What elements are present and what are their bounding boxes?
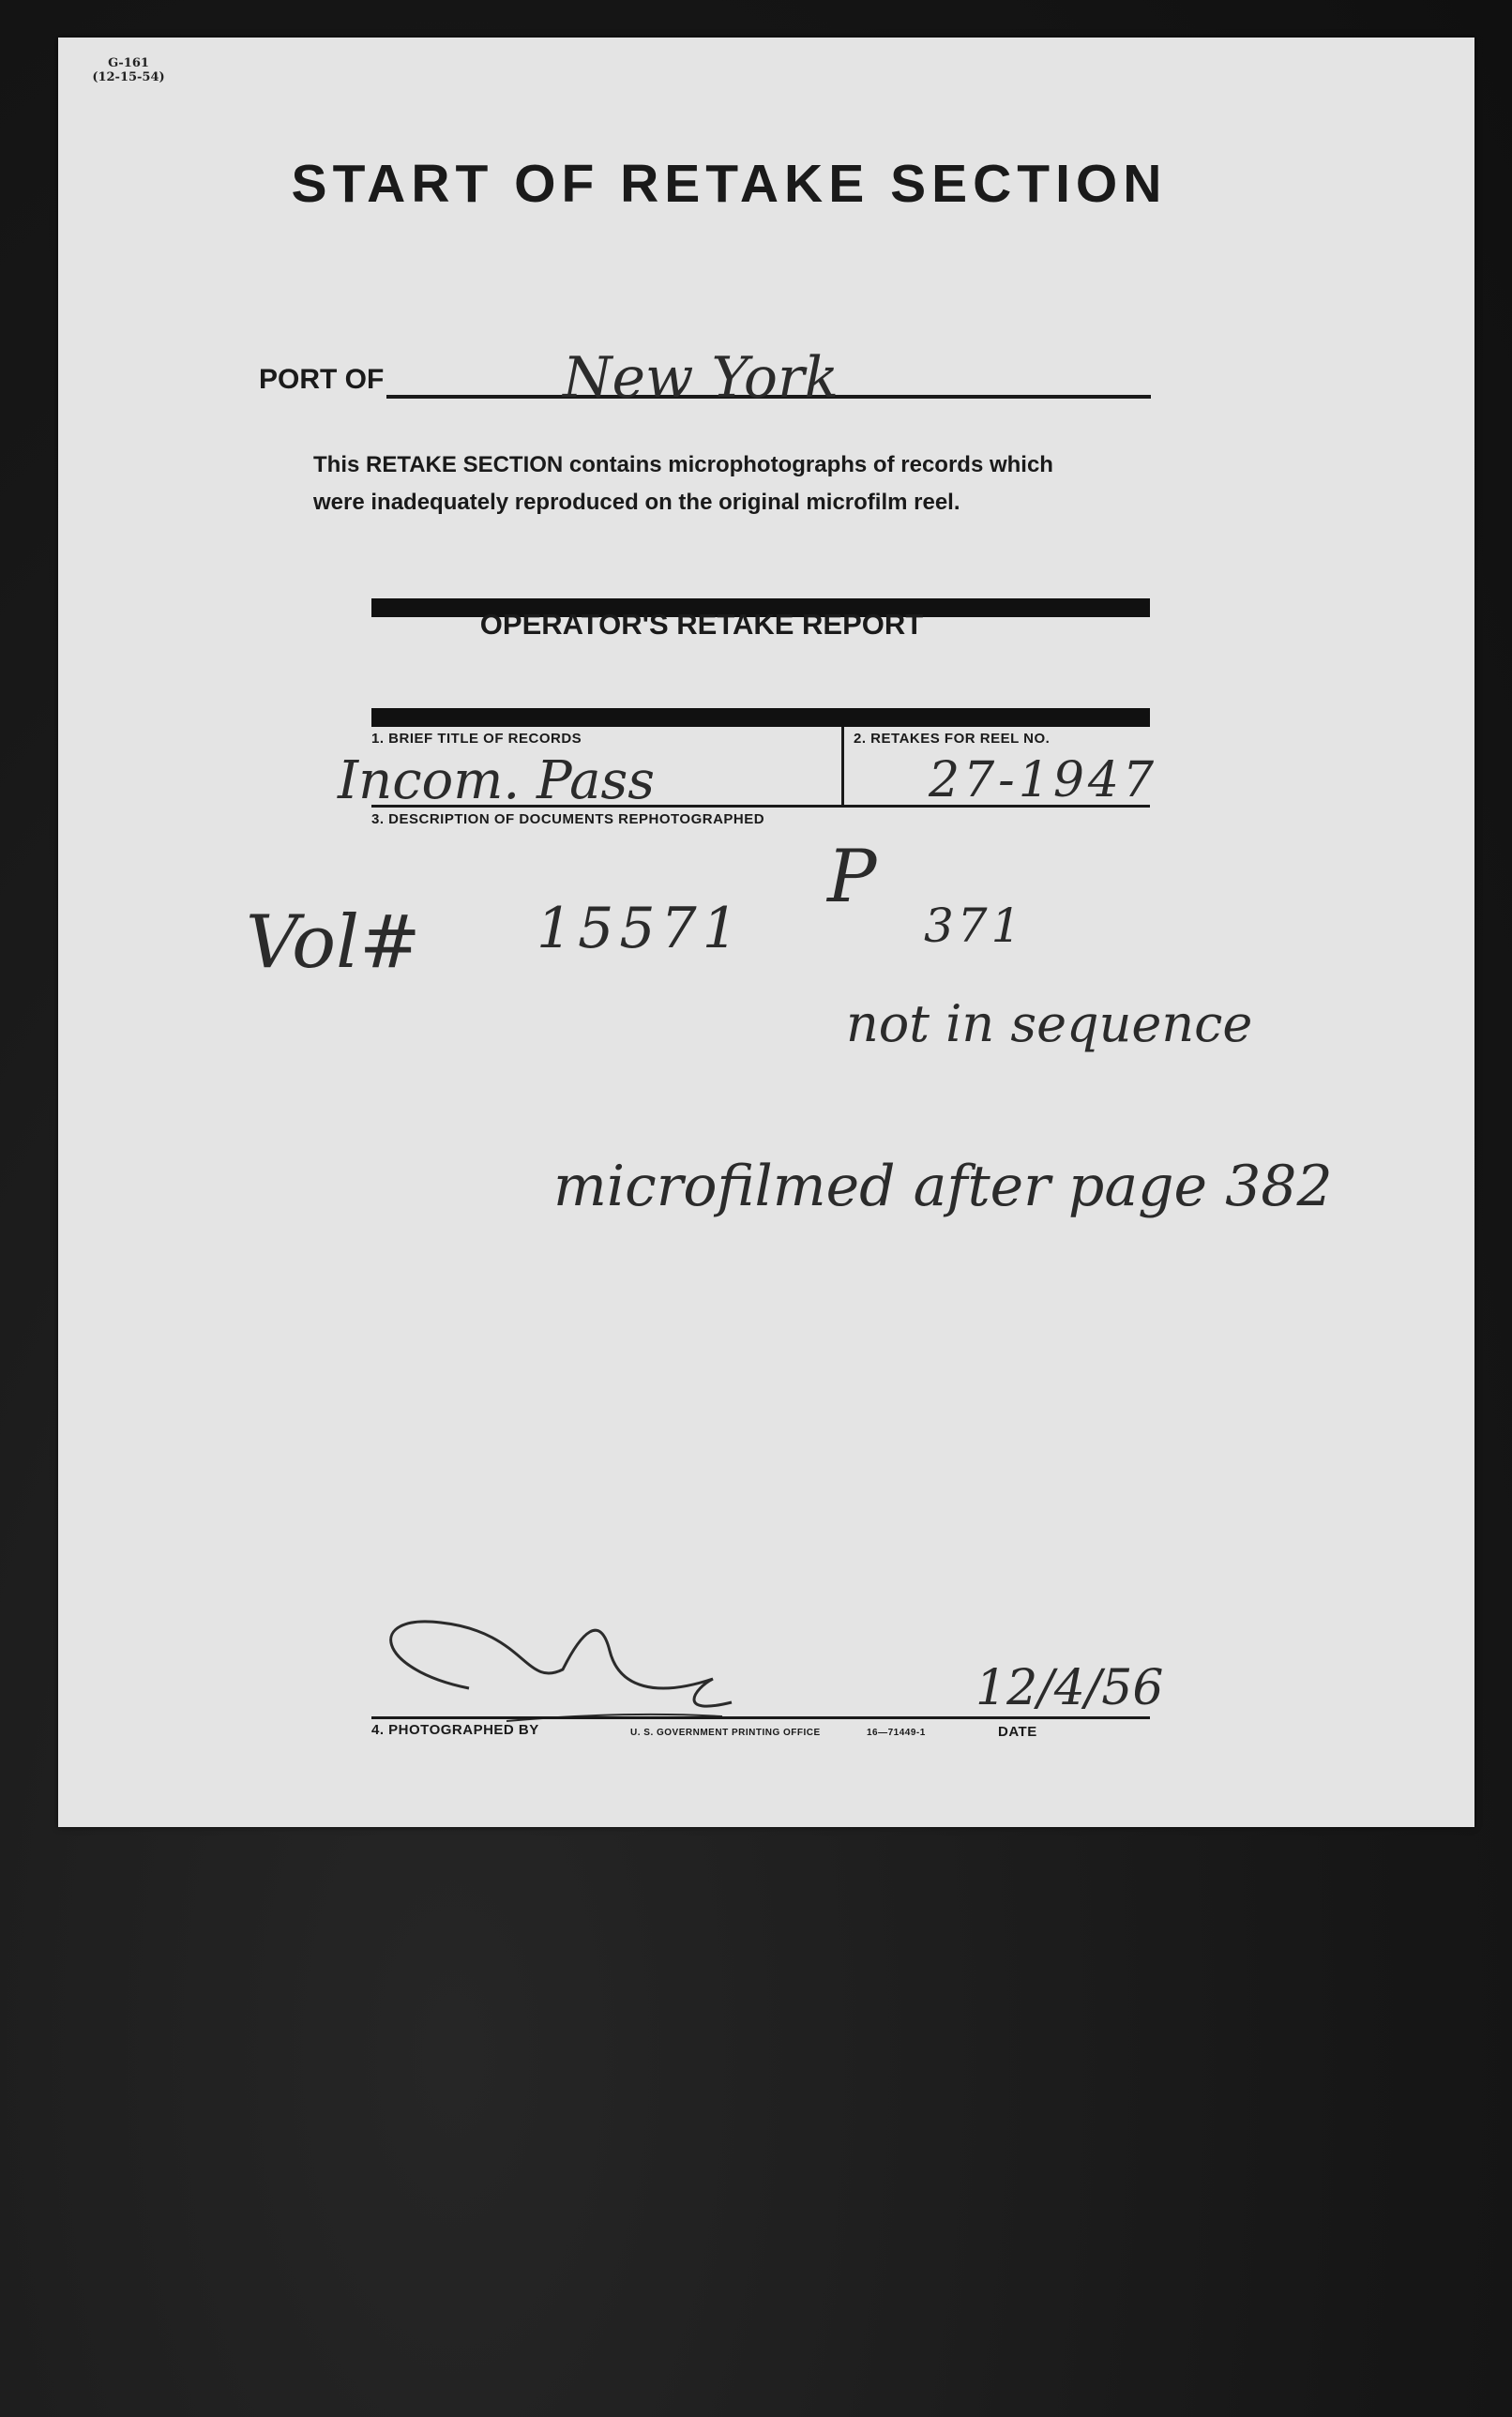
handwritten-date: 12/4/56 xyxy=(975,1660,1164,1716)
handwritten-records-title: Incom. Pass xyxy=(338,750,655,811)
field-photographed-by-label: 4. PHOTOGRAPHED BY xyxy=(371,1722,539,1738)
signature-scrawl xyxy=(391,1622,732,1706)
print-code: 16—71449-1 xyxy=(867,1728,926,1738)
intro-paragraph: This RETAKE SECTION contains microphotographs of records which were inadequately reproduced on the original microfilm reel. xyxy=(313,452,1053,515)
handwritten-note-sequence: not in sequence xyxy=(846,994,1253,1053)
handwritten-note-after-page: microfilmed after page 382 xyxy=(553,1154,1333,1219)
printer-imprint: U. S. GOVERNMENT PRINTING OFFICE xyxy=(630,1728,821,1738)
handwritten-vol-number: 15571 xyxy=(537,896,744,961)
signature-rule xyxy=(371,1716,1150,1719)
form-code: G-161 xyxy=(108,56,149,70)
handwritten-port: New York xyxy=(563,345,839,411)
field-reel-number-label: 2. RETAKES FOR REEL NO. xyxy=(854,731,1051,747)
handwritten-page-label: P xyxy=(827,835,877,919)
report-title: OPERATOR'S RETAKE REPORT xyxy=(479,608,924,641)
form-revision-date: (12-15-54) xyxy=(92,70,165,84)
port-label: PORT OF xyxy=(259,364,385,395)
field-brief-title-label: 1. BRIEF TITLE OF RECORDS xyxy=(371,731,582,747)
field-description-label: 3. DESCRIPTION OF DOCUMENTS REPHOTOGRAPHED xyxy=(371,811,765,827)
handwritten-vol-label: Vol# xyxy=(246,900,421,985)
handwritten-reel-number: 27-1947 xyxy=(929,752,1158,808)
handwritten-page-number: 371 xyxy=(924,899,1025,953)
field-date-label: DATE xyxy=(998,1724,1037,1740)
page-title: START OF RETAKE SECTION xyxy=(291,154,1168,214)
